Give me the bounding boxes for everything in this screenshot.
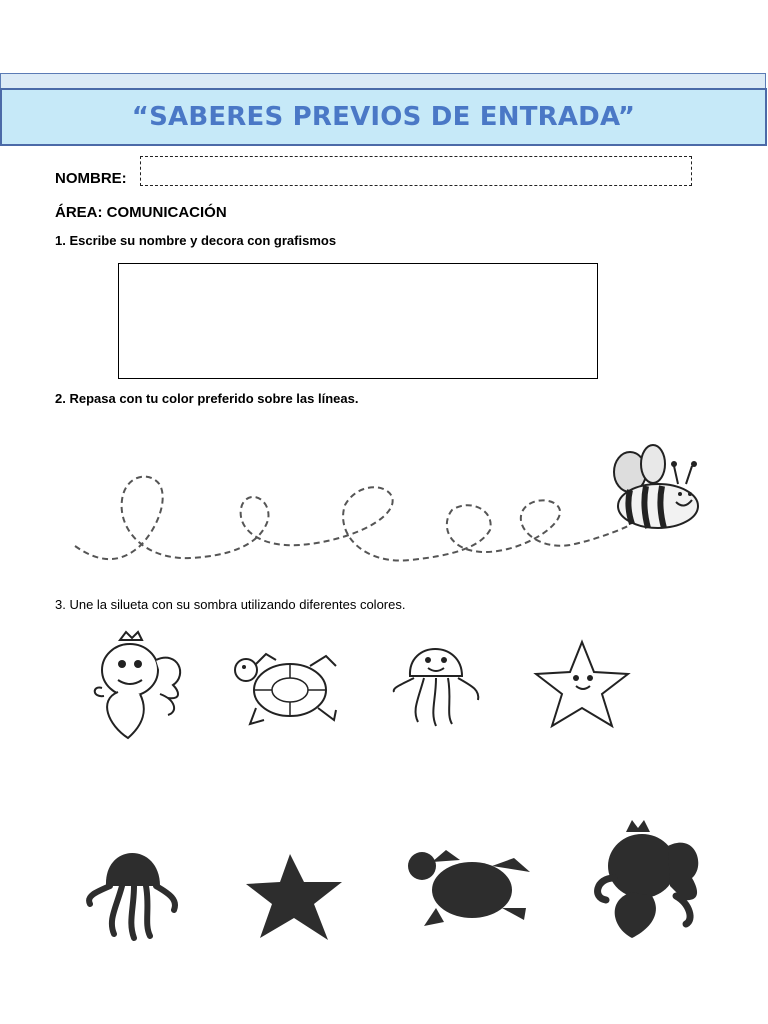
question-3: 3. Une la silueta con su sombra utilizando diferentes colores. xyxy=(55,597,406,612)
turtle-outline-icon[interactable] xyxy=(232,652,344,726)
bee-icon xyxy=(606,444,701,534)
question-2: 2. Repasa con tu color preferido sobre las líneas. xyxy=(55,391,359,406)
starfish-shadow-icon[interactable] xyxy=(246,852,344,942)
question-1: 1. Escribe su nombre y decora con grafismos xyxy=(55,233,337,248)
jellyfish-shadow-icon[interactable] xyxy=(86,842,178,940)
page-title: “SABERES PREVIOS DE ENTRADA” xyxy=(131,102,636,132)
jellyfish-outline-icon[interactable] xyxy=(390,630,482,730)
turtle-shadow-icon[interactable] xyxy=(406,848,532,930)
area-label: ÁREA: COMUNICACIÓN xyxy=(55,204,227,221)
name-label: NOMBRE: xyxy=(55,170,127,187)
fish-shadow-icon[interactable] xyxy=(592,816,704,940)
fish-outline-icon[interactable] xyxy=(88,630,188,740)
starfish-outline-icon[interactable] xyxy=(532,638,632,730)
